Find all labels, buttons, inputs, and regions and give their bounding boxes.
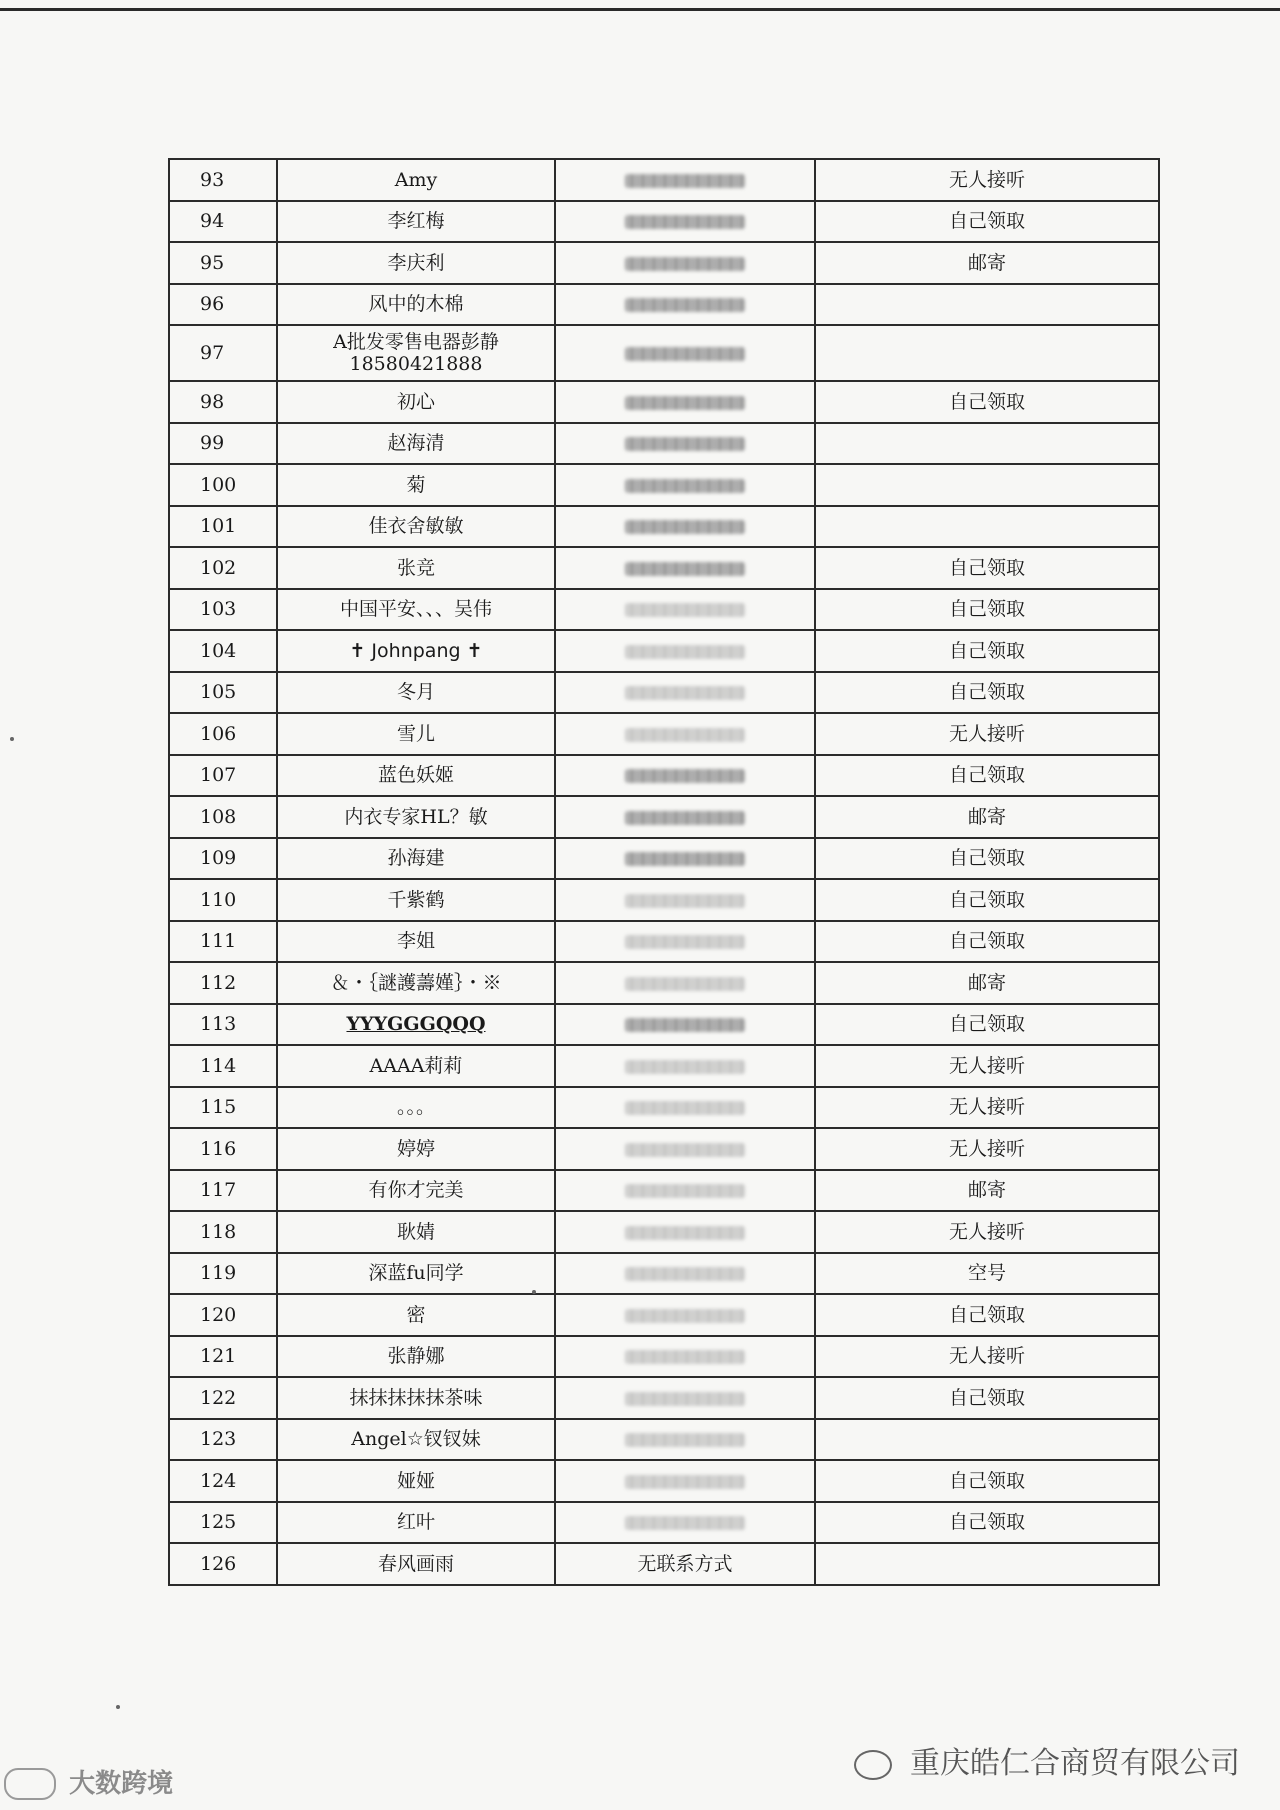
row-note: 无人接听: [815, 1211, 1159, 1253]
row-name: ＆・｛謎護薵嫤｝・※: [277, 962, 555, 1004]
row-name: 初心: [277, 381, 555, 423]
table-row: [169, 755, 1159, 797]
row-number: 119: [169, 1253, 277, 1295]
row-phone-redacted: [555, 672, 815, 714]
table-row: [169, 1419, 1159, 1461]
row-number: 118: [169, 1211, 277, 1253]
row-number: 106: [169, 713, 277, 755]
table-row: [169, 201, 1159, 243]
row-phone-redacted: [555, 1004, 815, 1046]
row-phone-redacted: [555, 755, 815, 797]
row-phone-redacted: [555, 201, 815, 243]
row-note: [815, 284, 1159, 326]
row-number: 113: [169, 1004, 277, 1046]
row-note: 无人接听: [815, 1336, 1159, 1378]
row-phone-redacted: [555, 921, 815, 963]
row-number: 111: [169, 921, 277, 963]
table-row: [169, 1253, 1159, 1295]
row-phone-redacted: [555, 381, 815, 423]
row-name: [277, 325, 555, 381]
table-row: [169, 1004, 1159, 1046]
wechat-icon: [854, 1750, 892, 1780]
row-number: 95: [169, 242, 277, 284]
row-phone-redacted: [555, 879, 815, 921]
row-phone-redacted: [555, 1460, 815, 1502]
table-row: [169, 381, 1159, 423]
row-number: 116: [169, 1128, 277, 1170]
table-row: [169, 423, 1159, 465]
row-name: 深蓝fu同学: [277, 1253, 555, 1295]
row-phone-redacted: [555, 506, 815, 548]
row-number: 126: [169, 1543, 277, 1585]
table-row: [169, 921, 1159, 963]
row-number: 117: [169, 1170, 277, 1212]
row-phone-redacted: [555, 423, 815, 465]
row-name: 菊: [277, 464, 555, 506]
row-phone-redacted: [555, 1502, 815, 1544]
table-row: [169, 1336, 1159, 1378]
row-note: 空号: [815, 1253, 1159, 1295]
row-phone-redacted: [555, 1419, 815, 1461]
row-number: 96: [169, 284, 277, 326]
row-phone-redacted: [555, 1253, 815, 1295]
table-row: [169, 325, 1159, 381]
row-name: 李姐: [277, 921, 555, 963]
row-number: 108: [169, 796, 277, 838]
table-row: [169, 1211, 1159, 1253]
row-note: 无人接听: [815, 1045, 1159, 1087]
row-note: [815, 423, 1159, 465]
table-row: [169, 464, 1159, 506]
row-note: 自己领取: [815, 1502, 1159, 1544]
row-name: ✝ Johnpang ✝: [277, 630, 555, 672]
row-name-line-2: 18580421888: [349, 353, 483, 375]
row-phone-redacted: [555, 325, 815, 381]
row-note: 无人接听: [815, 1128, 1159, 1170]
row-name: AAAA莉莉: [277, 1045, 555, 1087]
row-note: 自己领取: [815, 1377, 1159, 1419]
row-number: 109: [169, 838, 277, 880]
row-name: 。。。: [277, 1087, 555, 1129]
row-name: 中国平安、、、吴伟: [277, 589, 555, 631]
row-phone-redacted: [555, 589, 815, 631]
row-note: 自己领取: [815, 589, 1159, 631]
row-name: 红叶: [277, 1502, 555, 1544]
scan-speck: [10, 737, 14, 741]
contact-table-sheet: [168, 158, 1122, 1586]
row-note: 邮寄: [815, 962, 1159, 1004]
right-watermark: [854, 1738, 1240, 1782]
row-note: 自己领取: [815, 838, 1159, 880]
table-row: [169, 962, 1159, 1004]
row-name: Amy: [277, 159, 555, 201]
table-row: [169, 284, 1159, 326]
row-phone-redacted: [555, 1045, 815, 1087]
row-phone-redacted: [555, 1170, 815, 1212]
row-phone-redacted: [555, 630, 815, 672]
table-row: [169, 1087, 1159, 1129]
row-name: 婷婷: [277, 1128, 555, 1170]
row-number: 98: [169, 381, 277, 423]
row-name: 李庆利: [277, 242, 555, 284]
row-phone-redacted: [555, 1294, 815, 1336]
row-phone-redacted: [555, 1087, 815, 1129]
row-phone-redacted: [555, 242, 815, 284]
table-row: [169, 547, 1159, 589]
row-phone-redacted: [555, 838, 815, 880]
row-note: 自己领取: [815, 1004, 1159, 1046]
row-number: 115: [169, 1087, 277, 1129]
row-name: 雪儿: [277, 713, 555, 755]
row-number: 107: [169, 755, 277, 797]
brand-logo-icon: [4, 1768, 56, 1800]
row-phone-redacted: [555, 962, 815, 1004]
table-row: [169, 1460, 1159, 1502]
row-note: [815, 1419, 1159, 1461]
row-phone-redacted: [555, 547, 815, 589]
table-row: [169, 159, 1159, 201]
row-number: 101: [169, 506, 277, 548]
row-name: 孙海建: [277, 838, 555, 880]
table-row: [169, 1543, 1159, 1585]
row-number: 123: [169, 1419, 277, 1461]
table-row: [169, 713, 1159, 755]
row-name: 冬月: [277, 672, 555, 714]
row-name: 有你才完美: [277, 1170, 555, 1212]
row-note: 邮寄: [815, 1170, 1159, 1212]
row-phone-redacted: [555, 464, 815, 506]
row-name: 张竞: [277, 547, 555, 589]
table-row: [169, 672, 1159, 714]
contact-table: [168, 158, 1160, 1586]
left-watermark: [4, 1763, 173, 1801]
row-note: 自己领取: [815, 755, 1159, 797]
right-brand-text: 重庆皓仁合商贸有限公司: [910, 1746, 1240, 1781]
row-number: 122: [169, 1377, 277, 1419]
row-number: 121: [169, 1336, 277, 1378]
row-note: 自己领取: [815, 381, 1159, 423]
table-row: [169, 1502, 1159, 1544]
row-name: 内衣专家HL？敏: [277, 796, 555, 838]
scan-speck: [532, 1290, 536, 1294]
watermark-footer: [0, 1722, 1280, 1810]
table-row: [169, 1045, 1159, 1087]
row-note: 无人接听: [815, 713, 1159, 755]
row-number: 120: [169, 1294, 277, 1336]
row-name: YYYGGGQQQ: [277, 1004, 555, 1046]
row-note: 自己领取: [815, 201, 1159, 243]
row-number: 104: [169, 630, 277, 672]
row-number: 103: [169, 589, 277, 631]
row-phone-redacted: [555, 284, 815, 326]
table-row: [169, 589, 1159, 631]
row-note: [815, 506, 1159, 548]
row-name: 抹抹抹抹抹茶味: [277, 1377, 555, 1419]
row-number: 102: [169, 547, 277, 589]
row-number: 97: [169, 325, 277, 381]
top-rule: [0, 8, 1280, 11]
row-number: 112: [169, 962, 277, 1004]
row-name: 蓝色妖姬: [277, 755, 555, 797]
row-note: 自己领取: [815, 1294, 1159, 1336]
row-note: 邮寄: [815, 242, 1159, 284]
scan-speck: [116, 1705, 120, 1709]
table-row: [169, 1170, 1159, 1212]
table-row: [169, 1377, 1159, 1419]
row-number: 93: [169, 159, 277, 201]
row-note: 自己领取: [815, 672, 1159, 714]
row-name: 密: [277, 1294, 555, 1336]
row-phone-redacted: [555, 1211, 815, 1253]
row-number: 105: [169, 672, 277, 714]
row-phone-redacted: [555, 159, 815, 201]
row-name: Angel☆钗钗妹: [277, 1419, 555, 1461]
row-phone-redacted: [555, 1377, 815, 1419]
row-phone-redacted: [555, 1128, 815, 1170]
row-phone-redacted: [555, 713, 815, 755]
row-note: 无人接听: [815, 1087, 1159, 1129]
row-name: 娅娅: [277, 1460, 555, 1502]
row-number: 114: [169, 1045, 277, 1087]
row-number: 94: [169, 201, 277, 243]
row-phone: 无联系方式: [555, 1543, 815, 1585]
row-phone-redacted: [555, 1336, 815, 1378]
row-name: 赵海清: [277, 423, 555, 465]
row-number: 99: [169, 423, 277, 465]
row-note: 自己领取: [815, 879, 1159, 921]
table-row: [169, 506, 1159, 548]
row-note: 自己领取: [815, 630, 1159, 672]
row-note: [815, 325, 1159, 381]
row-note: 自己领取: [815, 547, 1159, 589]
row-note: 自己领取: [815, 1460, 1159, 1502]
row-name: 春风画雨: [277, 1543, 555, 1585]
row-name: 风中的木棉: [277, 284, 555, 326]
row-number: 124: [169, 1460, 277, 1502]
row-note: [815, 1543, 1159, 1585]
row-name: 李红梅: [277, 201, 555, 243]
table-row: [169, 242, 1159, 284]
row-phone-redacted: [555, 796, 815, 838]
row-note: 邮寄: [815, 796, 1159, 838]
table-row: [169, 1128, 1159, 1170]
row-note: 无人接听: [815, 159, 1159, 201]
row-name: 耿婧: [277, 1211, 555, 1253]
table-row: [169, 1294, 1159, 1336]
row-name: 佳衣舍敏敏: [277, 506, 555, 548]
table-row: [169, 838, 1159, 880]
table-row: [169, 879, 1159, 921]
row-number: 100: [169, 464, 277, 506]
row-name: 张静娜: [277, 1336, 555, 1378]
table-row: [169, 630, 1159, 672]
row-number: 110: [169, 879, 277, 921]
row-name-line-1: A批发零售电器彭静: [333, 331, 499, 353]
row-number: 125: [169, 1502, 277, 1544]
row-note: [815, 464, 1159, 506]
row-name: 千紫鹤: [277, 879, 555, 921]
left-brand-text: 大数跨境: [69, 1768, 174, 1799]
table-row: [169, 796, 1159, 838]
row-note: 自己领取: [815, 921, 1159, 963]
